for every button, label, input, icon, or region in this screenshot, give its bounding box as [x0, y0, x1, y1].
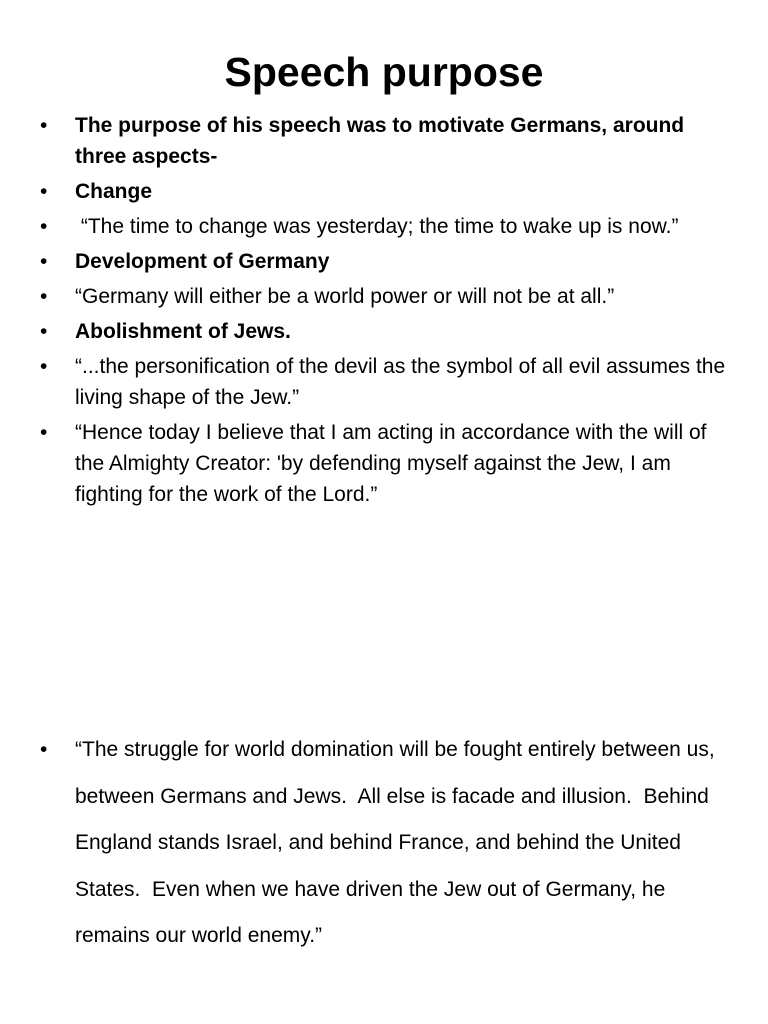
bullet-item	[0, 316, 768, 347]
bullet-item	[0, 417, 768, 510]
bullet-text: Abolishment of Jews.	[75, 320, 291, 343]
bullet-text: Development of Germany	[75, 250, 330, 273]
bullet-item	[0, 246, 768, 277]
bullet-icon: •	[40, 355, 48, 378]
bullet-icon: •	[40, 215, 48, 238]
bullet-item	[0, 351, 768, 413]
bullet-text: “Hence today I believe that I am acting in accordance with the will of the Almighty Creator: 'by defending myself against the Jew, I am fighting for the work of the Lord.”	[75, 421, 707, 506]
bullet-icon: •	[40, 114, 48, 137]
bullet-icon: •	[40, 285, 48, 308]
bullet-list	[0, 110, 768, 514]
quote-list	[0, 727, 768, 964]
bullet-item	[0, 176, 768, 207]
slide-title: Speech purpose	[224, 49, 544, 95]
bullet-text: “Germany will either be a world power or will not be at all.”	[75, 285, 615, 308]
bullet-item	[0, 110, 768, 172]
bullet-icon: •	[40, 421, 48, 444]
bullet-item	[0, 281, 768, 312]
bullet-text: “...the personification of the devil as the symbol of all evil assumes the living shape of the Jew.”	[75, 355, 726, 409]
quote-text: “The struggle for world domination will be fought entirely between us, between Germans and Jews. All else is facade and illusion. Behind England stands Israel, and behind France, and behind the United States. Even when we have driven the Jew out of Germany, he remains our world enemy.”	[75, 738, 721, 947]
bullet-text: “The time to change was yesterday; the time to wake up is now.”	[75, 215, 679, 238]
bullet-item	[0, 211, 768, 242]
bullet-icon: •	[40, 320, 48, 343]
bullet-text: Change	[75, 180, 153, 203]
bullet-icon: •	[40, 250, 48, 273]
bullet-text: The purpose of his speech was to motivate Germans, around three aspects-	[75, 114, 685, 168]
quote-item	[0, 727, 768, 960]
bullet-icon: •	[40, 180, 48, 203]
bullet-icon: •	[40, 738, 48, 761]
